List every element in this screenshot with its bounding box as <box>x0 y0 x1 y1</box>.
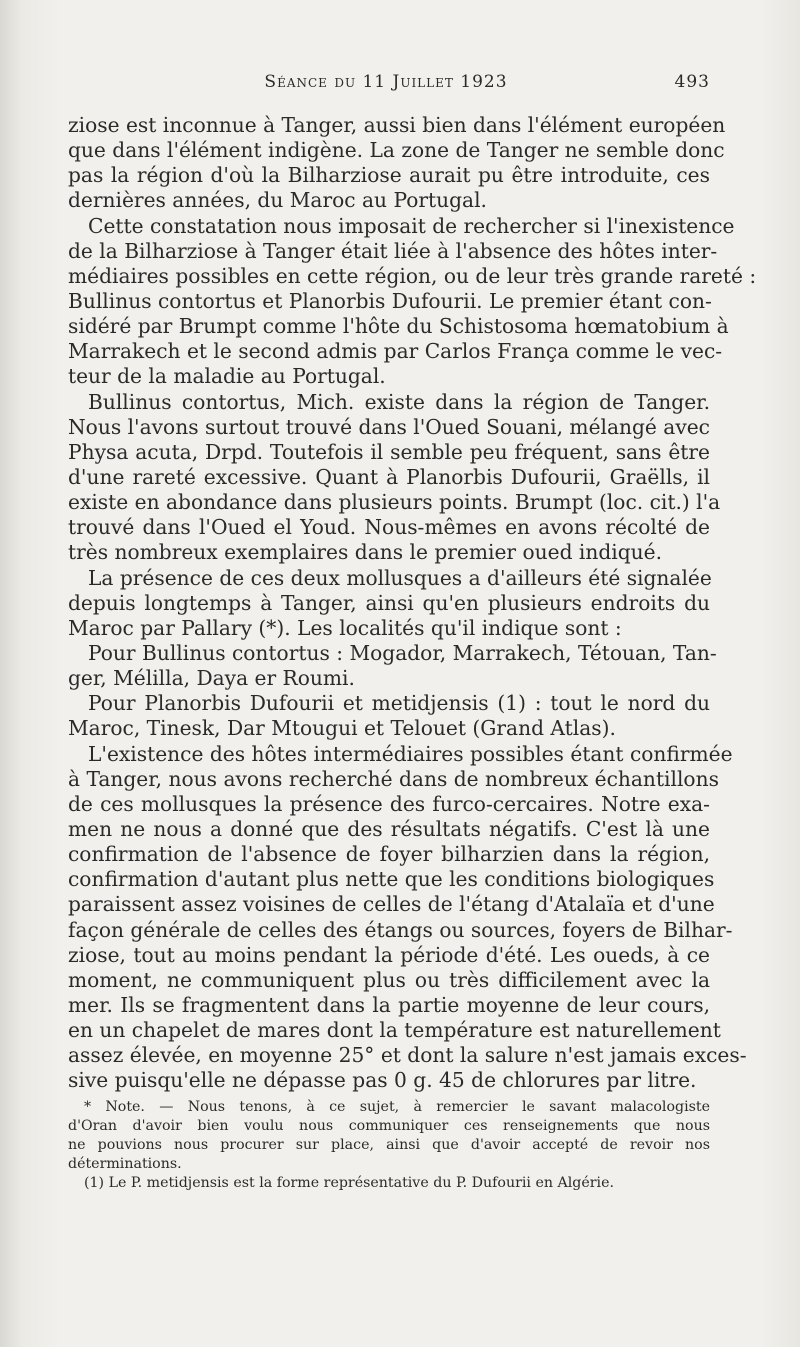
text-line: Pour Planorbis Dufourii et metidjensis (1) : tout le nord du <box>88 691 710 716</box>
text-line: Maroc, Tinesk, Dar Mtougui et Telouet (Grand Atlas). <box>68 716 616 741</box>
text-line: Pour Bullinus contortus : Mogador, Marrakech, Tétouan, Tan- <box>88 640 717 665</box>
text-line: de ces mollusques la présence des furco-cercaires. Notre exa- <box>68 791 710 816</box>
footnote-line: ne pouvions nous procurer sur place, ainsi que d'avoir accepté de revoir nos <box>68 1137 710 1153</box>
body-text <box>68 113 757 1093</box>
text-line: confirmation d'autant plus nette que les conditions biologiques <box>68 867 715 892</box>
text-line: très nombreux exemplaires dans le premier oued indiqué. <box>68 540 663 565</box>
text-line: existe en abondance dans plusieurs points. Brumpt (loc. cit.) l'a <box>68 490 721 515</box>
text-line: sive puisqu'elle ne dépasse pas 0 g. 45 de chlorures par litre. <box>68 1068 697 1093</box>
text-line: en un chapelet de mares dont la température est naturellement <box>68 1018 721 1043</box>
text-line: teur de la maladie au Portugal. <box>68 364 386 389</box>
footnote-line: d'Oran d'avoir bien voulu nous communiquer ces renseignements que nous <box>68 1118 710 1134</box>
text-line: Maroc par Pallary (*). Les localités qu'il indique sont : <box>68 615 622 640</box>
text-line: sidéré par Brumpt comme l'hôte du Schistosoma hœmatobium à <box>68 314 729 339</box>
footnote-line: déterminations. <box>68 1156 182 1172</box>
text-line: médiaires possibles en cette région, ou de leur très grande rareté : <box>68 263 757 288</box>
text-line: Cette constatation nous imposait de rechercher si l'inexistence <box>88 213 735 238</box>
text-line: L'existence des hôtes intermédiaires possibles étant confirmée <box>88 741 733 766</box>
text-line: ger, Mélilla, Daya er Roumi. <box>68 666 355 691</box>
text-line: Marrakech et le second admis par Carlos França comme le vec- <box>68 339 723 364</box>
text-line: façon générale de celles des étangs ou sources, foyers de Bilhar- <box>68 917 733 942</box>
text-line: Bullinus contortus et Planorbis Dufourii. Le premier étant con- <box>68 288 712 313</box>
text-line: paraissent assez voisines de celles de l'étang d'Atalaïa et d'une <box>68 892 715 917</box>
footnote-line: (1) Le P. metidjensis est la forme représentative du P. Dufourii en Algérie. <box>84 1175 614 1191</box>
text-line: que dans l'élément indigène. La zone de Tanger ne semble donc <box>68 138 725 163</box>
running-head <box>64 72 708 100</box>
text-line: ziose, tout au moins pendant la période d'été. Les oueds, à ce <box>68 942 710 967</box>
text-line: La présence de ces deux mollusques a d'ailleurs été signalée <box>88 565 712 590</box>
text-line: ziose est inconnue à Tanger, aussi bien dans l'élément européen <box>68 113 726 137</box>
text-line: pas la région d'où la Bilharziose aurait pu être introduite, ces <box>68 163 710 188</box>
text-line: Physa acuta, Drpd. Toutefois il semble peu fréquent, sans être <box>68 439 710 464</box>
text-line: à Tanger, nous avons recherché dans de nombreux échantillons <box>68 766 719 791</box>
text-line: moment, ne communiquent plus ou très difficilement avec la <box>68 967 710 992</box>
text-line: dernières années, du Maroc au Portugal. <box>68 188 487 213</box>
text-line: men ne nous a donné que des résultats négatifs. C'est là une <box>68 816 710 841</box>
text-line: assez élevée, en moyenne 25° et dont la salure n'est jamais exces- <box>68 1043 747 1068</box>
running-title: Séance du 11 Juillet 1923 <box>264 72 508 92</box>
text-line: depuis longtemps à Tanger, ainsi qu'en plusieurs endroits du <box>68 590 710 615</box>
footnotes <box>68 1098 710 1193</box>
footnote-line: * Note. — Nous tenons, à ce sujet, à remercier le savant malacologiste <box>84 1099 710 1115</box>
text-line: Bullinus contortus, Mich. existe dans la région de Tanger. <box>88 389 710 414</box>
text-line: trouvé dans l'Oued el Youd. Nous-mêmes en avons récolté de <box>68 515 710 540</box>
page-number: 493 <box>674 72 710 92</box>
text-line: Nous l'avons surtout trouvé dans l'Oued Souani, mélangé avec <box>68 414 710 439</box>
text-line: d'une rareté excessive. Quant à Planorbis Dufourii, Graëlls, il <box>68 464 710 489</box>
text-line: confirmation de l'absence de foyer bilharzien dans la région, <box>68 842 710 867</box>
text-line: de la Bilharziose à Tanger était liée à l'absence des hôtes inter- <box>68 238 718 263</box>
text-line: mer. Ils se fragmentent dans la partie moyenne de leur cours, <box>68 992 710 1017</box>
